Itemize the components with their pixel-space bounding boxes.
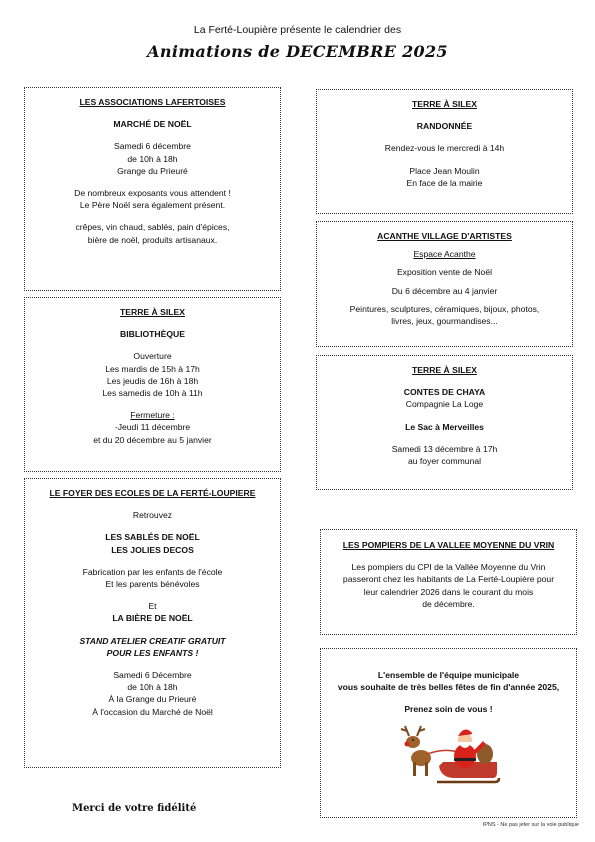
foyer-date: Samedi 6 Décembre <box>113 670 192 681</box>
box-foyer-ecoles <box>24 478 281 768</box>
foyer-hours: de 10h à 18h <box>127 682 178 693</box>
pompiers-text-4: de décembre. <box>422 598 475 609</box>
page-title: Animations de DECEMBRE 2025 <box>147 42 448 61</box>
closing-date-1: -Jeudi 11 décembre <box>114 422 191 433</box>
wishes-line-2: vous souhaite de très belles fêtes de fin d'année 2025, <box>337 682 560 693</box>
event-date: Samedi 13 décembre à 17h <box>391 443 498 454</box>
foyer-made-2: Et les parents bénévoles <box>105 579 200 590</box>
event-desc-1: De nombreux exposants vous attendent ! <box>74 188 231 199</box>
event-title: RANDONNÉE <box>416 121 473 132</box>
box-acanthe <box>316 221 573 347</box>
wishes-line-3: Prenez soin de vous ! <box>404 704 493 715</box>
foyer-occasion: À l'occasion du Marché de Noël <box>92 706 213 717</box>
event-desc-2: Le Père Noël sera également présent. <box>79 200 226 211</box>
box-pompiers <box>320 529 577 635</box>
box-heading: TERRE À SILEX <box>412 99 477 109</box>
footer-thanks: Merci de votre fidélité <box>72 803 197 814</box>
wishes-line-1: L'ensemble de l'équipe municipale <box>377 670 520 680</box>
event-items-2: bière de noël, produits artisanaux. <box>87 234 218 245</box>
event-dates: Du 6 décembre au 4 janvier <box>391 285 498 296</box>
closing-date-2: et du 20 décembre au 5 janvier <box>93 434 212 445</box>
meeting-time: Rendez-vous le mercredi à 14h <box>384 143 505 154</box>
opening-label: Ouverture <box>133 351 172 362</box>
event-title: CONTES DE CHAYA <box>403 387 486 398</box>
box-heading: LES POMPIERS DE LA VALLEE MOYENNE DU VRIN <box>342 540 555 550</box>
event-company: Compagnie La Loge <box>405 399 484 410</box>
box-heading: TERRE À SILEX <box>412 365 477 375</box>
foyer-item-1: LES SABLÉS DE NOËL <box>105 532 200 543</box>
event-date: Samedi 6 décembre <box>114 141 191 152</box>
box-bibliotheque <box>24 297 281 472</box>
event-place: Grange du Prieuré <box>117 165 188 176</box>
event-title: Exposition vente de Noël <box>396 267 493 278</box>
event-title: BIBLIOTHÈQUE <box>120 329 185 340</box>
santa-sleigh-reindeer-illustration <box>397 722 501 786</box>
box-randonnee <box>316 89 573 214</box>
box-heading: ACANTHE VILLAGE D'ARTISTES <box>377 231 512 241</box>
foyer-made-1: Fabrication par les enfants de l'école <box>82 566 223 577</box>
pompiers-text-3: leur calendrier 2026 dans le courant du mois <box>363 586 534 597</box>
box-associations <box>24 87 281 291</box>
box-heading: TERRE À SILEX <box>120 307 185 317</box>
event-hours: de 10h à 18h <box>127 153 178 164</box>
box-contes <box>316 355 573 490</box>
opening-hours-1: Les mardis de 15h à 17h <box>105 363 200 374</box>
foyer-place: À la Grange du Prieuré <box>108 694 197 705</box>
pompiers-text-1: Les pompiers du CPI de la Vallée Moyenne du Vrin <box>351 562 546 573</box>
event-items-2: livres, jeux, gourmandises... <box>391 316 498 327</box>
opening-hours-2: Les jeudis de 16h à 18h <box>106 375 199 386</box>
box-heading: LE FOYER DES ECOLES DE LA FERTÉ-LOUPIERE <box>49 488 256 498</box>
box-wishes <box>320 648 577 818</box>
meeting-place-1: Place Jean Moulin <box>409 165 480 176</box>
pompiers-text-2: passeront chez les habitants de La Ferté-Loupière pour <box>342 574 555 585</box>
footer-ipns-note: IPNS - Ne pas jeter sur la voie publique <box>482 822 579 828</box>
venue-name: Espace Acanthe <box>413 249 476 260</box>
intro-line: La Ferté-Loupière présente le calendrier des <box>193 24 402 36</box>
foyer-stand-2: POUR LES ENFANTS ! <box>106 647 199 658</box>
show-title: Le Sac à Merveilles <box>405 421 484 432</box>
event-items-1: Peintures, sculptures, céramiques, bijoux, photos, <box>349 303 540 314</box>
opening-hours-3: Les samedis de 10h à 11h <box>102 388 203 399</box>
foyer-item-3: LA BIÈRE DE NOËL <box>112 613 193 624</box>
foyer-and: Et <box>148 601 157 612</box>
meeting-place-2: En face de la mairie <box>406 177 483 188</box>
event-title: MARCHÉ DE NOËL <box>113 119 192 130</box>
box-heading: LES ASSOCIATIONS LAFERTOISES <box>79 97 226 107</box>
foyer-intro: Retrouvez <box>132 510 173 521</box>
event-place: au foyer communal <box>407 456 482 467</box>
foyer-stand-1: STAND ATELIER CREATIF GRATUIT <box>79 635 226 646</box>
closing-label: Fermeture : <box>130 410 175 421</box>
event-items-1: crêpes, vin chaud, sablés, pain d'épices, <box>75 222 230 233</box>
foyer-item-2: LES JOLIES DECOS <box>111 544 194 555</box>
